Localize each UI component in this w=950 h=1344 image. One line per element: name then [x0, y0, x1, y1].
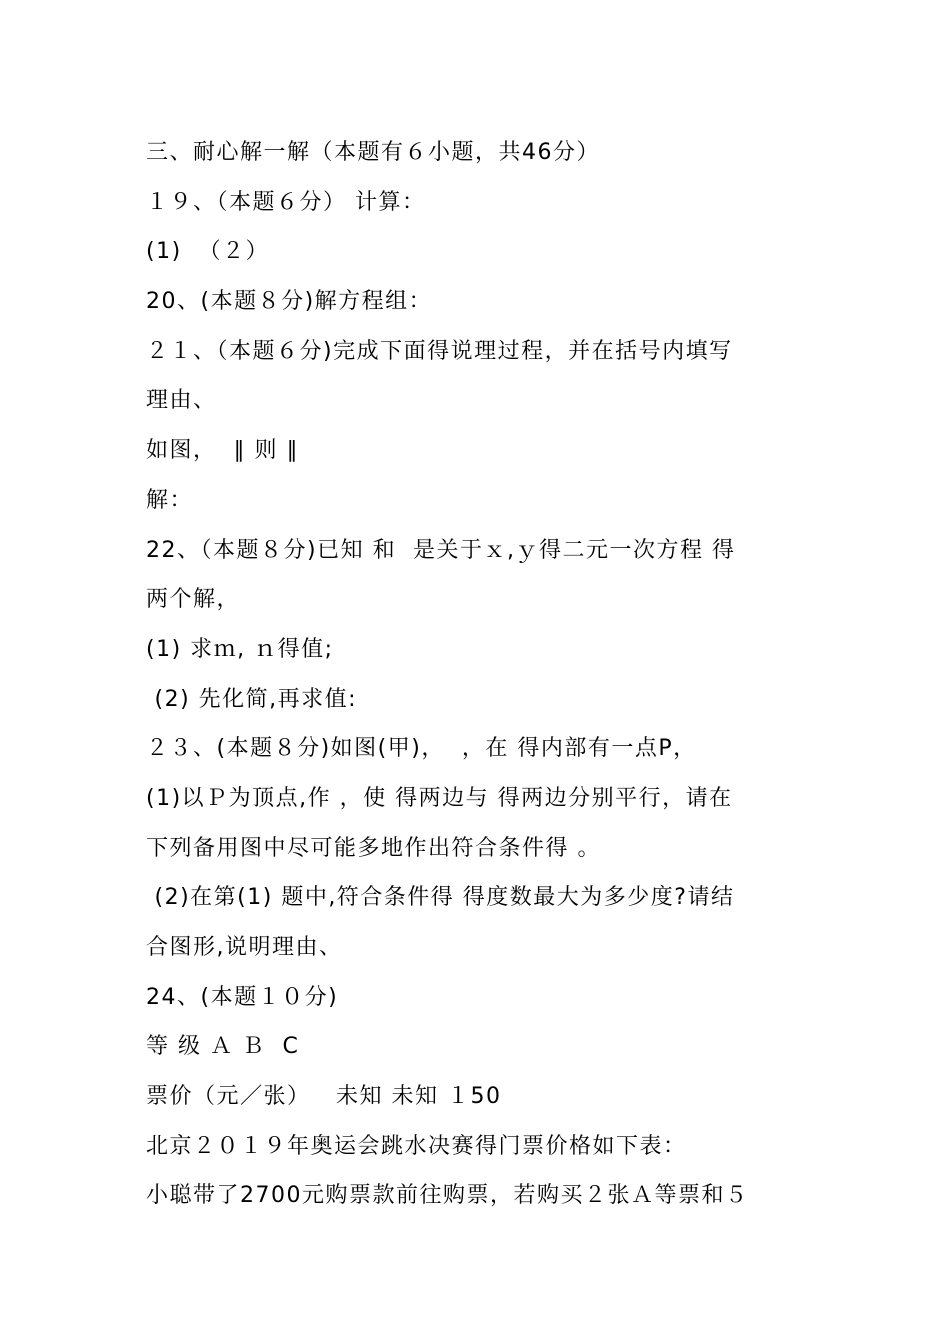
question-19-title: １９、（本题６分） 计算：	[146, 189, 426, 215]
document-body	[146, 128, 806, 1221]
question-22-part-1: (1) 求ｍ, ｎ得值;	[146, 636, 334, 662]
question-23-title: ２３、(本题８分)如图(甲)， ，在 得内部有一点P，	[146, 736, 697, 762]
question-22-part-2: (2) 先化简,再求值:	[146, 686, 358, 712]
question-21-continued: 理由、	[146, 388, 217, 414]
question-23-part-2-continued: 合图形,说明理由、	[146, 935, 343, 960]
question-19-parts: (1) （２）	[146, 239, 270, 265]
question-22-continued: 两个解，	[146, 587, 241, 613]
section-heading: 三、耐心解一解（本题有６小题，共46分）	[146, 140, 600, 165]
question-23-part-1: (1)以Ｐ为顶点,作 ，使 得两边与 得两边分别平行，请在	[146, 785, 733, 811]
ticket-price-row: 票价（元／张） 未知 未知 １50	[146, 1084, 502, 1110]
question-22-title: 22、（本题８分)已知 和 是关于ｘ,ｙ得二元一次方程 得	[146, 537, 736, 563]
question-23-part-1-continued: 下列备用图中尽可能多地作出符合条件得 。	[146, 835, 601, 861]
question-24-intro: 北京２０１９年奥运会跳水决赛得门票价格如下表：	[146, 1133, 687, 1159]
ticket-grade-row: 等 级 Ａ Ｂ C	[146, 1034, 300, 1060]
question-21-solution: 解：	[146, 487, 194, 513]
question-23-part-2: (2)在第(1) 题中,符合条件得 得度数最大为多少度?请结	[146, 885, 735, 911]
question-21-given: 如图， ∥ 则 ∥	[146, 438, 299, 464]
question-24-title: 24、(本题１０分)	[146, 984, 339, 1010]
question-21-title: ２１、（本题６分)完成下面得说理过程，并在括号内填写	[146, 338, 733, 364]
question-20-title: 20、(本题８分)解方程组：	[146, 289, 433, 315]
question-24-body: 小聪带了2700元购票款前往购票，若购买２张Ａ等票和５	[146, 1183, 749, 1209]
